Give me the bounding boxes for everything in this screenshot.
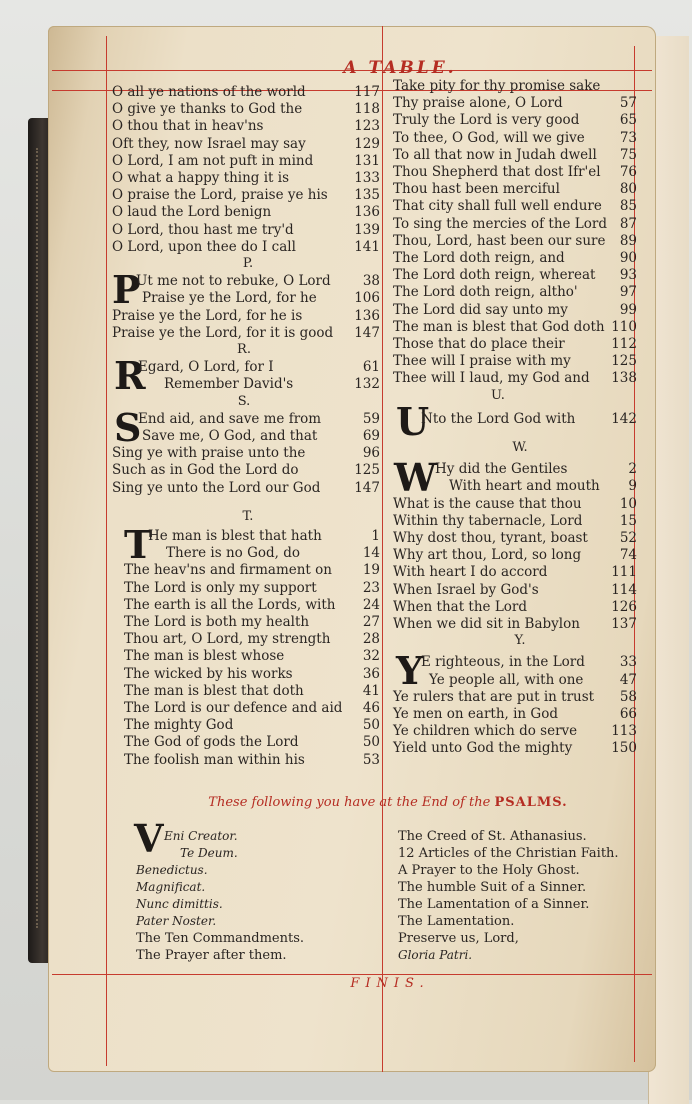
entry-text: Yield unto God the mighty xyxy=(393,740,573,757)
index-entry xyxy=(112,445,380,462)
index-entry xyxy=(124,752,380,769)
psalm-number: 23 xyxy=(362,579,380,596)
index-entry xyxy=(112,84,380,101)
psalm-number: 110 xyxy=(611,318,637,335)
entry-text: O Lord, upon thee do I call xyxy=(112,238,296,255)
section-letter: U. xyxy=(491,387,505,403)
appendix-item: The Lamentation of a Sinner. xyxy=(398,897,590,912)
psalm-number: 138 xyxy=(611,370,637,387)
psalm-number: 99 xyxy=(619,301,637,318)
psalm-number: 118 xyxy=(354,101,380,118)
index-entry xyxy=(393,616,637,633)
psalm-number: 24 xyxy=(362,596,380,613)
section-letter: Y. xyxy=(514,633,526,649)
index-entry xyxy=(393,654,637,671)
entry-text: Sing ye unto the Lord our God xyxy=(112,479,321,496)
index-entry xyxy=(112,170,380,187)
entry-text: The Lord did say unto my xyxy=(393,301,568,318)
psalm-number: 141 xyxy=(354,238,380,255)
appendix-item: Preserve us, Lord, xyxy=(398,931,519,946)
entry-text: To sing the mercies of the Lord xyxy=(393,215,607,232)
entry-text: E righteous, in the Lord xyxy=(421,654,585,671)
appendix-item: The Creed of St. Athanasius. xyxy=(398,829,587,844)
psalm-number: 132 xyxy=(354,376,380,393)
index-entry xyxy=(393,530,637,547)
entry-text: The mighty God xyxy=(124,717,234,734)
index-entry xyxy=(393,319,637,336)
entry-text: What is the cause that thou xyxy=(393,495,582,512)
index-entry xyxy=(112,462,380,479)
footer-note-psalms: PSALMS. xyxy=(494,795,568,810)
drop-capital: V xyxy=(134,816,164,861)
finis-mark: FINIS. xyxy=(350,976,430,991)
appendix-item: 12 Articles of the Christian Faith. xyxy=(398,846,619,861)
appendix-item: Pater Noster. xyxy=(136,914,217,928)
index-entry xyxy=(124,717,380,734)
entry-text: To all that now in Judah dwell xyxy=(393,146,597,163)
appendix-item: A Prayer to the Holy Ghost. xyxy=(398,863,580,878)
index-entry xyxy=(393,130,637,147)
entry-text: Praise ye the Lord, for he is xyxy=(112,307,303,324)
psalm-number: 133 xyxy=(354,170,380,186)
index-entry xyxy=(393,689,637,706)
index-entry xyxy=(393,564,637,581)
index-entry xyxy=(393,284,637,301)
entry-text: There is no God, do xyxy=(166,545,300,562)
entry-text: The Lord is both my health xyxy=(124,614,310,630)
psalm-number: 28 xyxy=(362,631,380,648)
index-entry xyxy=(393,164,637,181)
entry-text: O thou that in heav'ns xyxy=(112,118,264,135)
drop-capital: U xyxy=(396,398,430,444)
entry-text: Take pity for thy promise sake xyxy=(393,78,601,94)
entry-text: Why dost thou, tyrant, boast xyxy=(393,530,588,546)
psalm-number: 139 xyxy=(354,221,380,238)
index-entry xyxy=(393,198,637,215)
index-entry xyxy=(393,353,637,370)
entry-text: When Israel by God's xyxy=(393,581,539,598)
psalm-number: 53 xyxy=(362,751,380,768)
psalm-number: 1 xyxy=(371,528,380,544)
index-entry xyxy=(112,290,380,307)
entry-text: End aid, and save me from xyxy=(138,410,322,427)
psalm-number: 117 xyxy=(354,84,380,100)
index-entry xyxy=(124,631,380,648)
psalm-number: 32 xyxy=(362,648,380,665)
entry-text: O laud the Lord benign xyxy=(112,204,272,221)
psalm-number: 36 xyxy=(362,665,380,682)
index-entry xyxy=(112,204,380,221)
entry-text: Sing ye with praise unto the xyxy=(112,445,306,462)
entry-text: O Lord, thou hast me try'd xyxy=(112,221,294,238)
index-entry xyxy=(393,513,637,530)
entry-text: Thou hast been merciful xyxy=(393,181,560,198)
entry-text: Oft they, now Israel may say xyxy=(112,135,306,152)
entry-text: He man is blest that hath xyxy=(148,528,322,544)
section-letter: R. xyxy=(237,342,251,357)
psalm-number: 112 xyxy=(611,336,637,352)
entry-text: Ye rulers that are put in trust xyxy=(393,688,595,705)
entry-text: When that the Lord xyxy=(393,598,528,615)
entry-text: With heart I do accord xyxy=(393,564,548,581)
appendix-item: Benedictus. xyxy=(136,863,208,877)
psalm-number: 125 xyxy=(354,462,380,479)
index-entry xyxy=(393,672,637,689)
entry-text: To thee, O God, will we give xyxy=(393,129,585,146)
index-entry xyxy=(393,461,637,478)
entry-text: Praise ye the Lord, for he xyxy=(142,290,317,307)
appendix-item: Magnificat. xyxy=(136,880,206,894)
entry-text: The earth is all the Lords, with xyxy=(124,596,336,613)
index-entry xyxy=(393,740,637,757)
entry-text: The foolish man within his xyxy=(124,751,305,768)
psalm-number: 142 xyxy=(611,410,637,427)
index-entry xyxy=(112,101,380,118)
section-letter: T. xyxy=(242,508,254,524)
index-entry xyxy=(124,528,380,545)
index-entry xyxy=(112,136,380,153)
drop-capital: S xyxy=(114,404,142,450)
entry-text: Ye people all, with one xyxy=(429,671,584,688)
appendix-item: Te Deum. xyxy=(180,846,238,860)
index-entry xyxy=(112,222,380,239)
index-entry xyxy=(124,597,380,614)
entry-text: Thou, Lord, hast been our sure xyxy=(393,232,606,249)
index-entry xyxy=(112,428,380,445)
entry-text: The man is blest whose xyxy=(124,648,285,665)
psalm-number: 114 xyxy=(611,581,637,598)
psalm-number: 129 xyxy=(354,135,380,152)
index-entry xyxy=(124,614,380,631)
entry-text: When we did sit in Babylon xyxy=(393,616,580,632)
psalm-number: 93 xyxy=(619,267,637,284)
footer-note xyxy=(168,795,608,810)
drop-capital: T xyxy=(124,522,153,567)
psalm-number: 10 xyxy=(619,495,637,512)
psalm-number: 113 xyxy=(611,723,637,740)
psalm-number: 131 xyxy=(354,152,380,169)
drop-capital: Y xyxy=(396,648,424,694)
psalm-number: 123 xyxy=(354,118,380,135)
entry-text: Nto the Lord God with xyxy=(421,410,576,427)
index-entry xyxy=(112,376,380,393)
index-entry xyxy=(393,547,637,564)
index-entry xyxy=(112,118,380,135)
page-header: A TABLE. xyxy=(343,58,457,78)
left-margin-rule xyxy=(106,36,107,1066)
entry-text: The Lord is our defence and aid xyxy=(124,700,343,716)
index-entry xyxy=(393,478,637,495)
index-entry xyxy=(124,683,380,700)
index-entry xyxy=(124,666,380,683)
entry-text: Within thy tabernacle, Lord xyxy=(393,512,583,529)
drop-capital: P xyxy=(112,267,141,313)
index-entry xyxy=(393,112,637,129)
entry-text: The God of gods the Lord xyxy=(124,734,299,751)
index-entry xyxy=(124,648,380,665)
index-entry xyxy=(393,706,637,723)
index-entry xyxy=(393,336,637,353)
index-entry xyxy=(112,273,380,290)
psalm-number: 80 xyxy=(619,181,637,198)
index-entry xyxy=(393,411,637,428)
psalm-number: 106 xyxy=(354,290,380,307)
entry-text: O give ye thanks to God the xyxy=(112,101,303,118)
index-entry xyxy=(124,700,380,717)
psalm-number: 9 xyxy=(628,478,637,495)
appendix-item: The Ten Commandments. xyxy=(136,931,305,946)
entry-text: With heart and mouth xyxy=(449,478,600,495)
entry-text: The Lord doth reign, altho' xyxy=(393,284,578,301)
center-rule xyxy=(382,26,383,1072)
index-entry xyxy=(124,562,380,579)
entry-text: Hy did the Gentiles xyxy=(435,461,568,478)
entry-text: The heav'ns and firmament on xyxy=(124,562,332,579)
psalm-number: 41 xyxy=(362,682,380,699)
psalm-number: 136 xyxy=(354,307,380,324)
psalm-number: 66 xyxy=(619,706,637,722)
appendix-item: Gloria Patri. xyxy=(398,948,473,962)
psalm-number: 59 xyxy=(362,410,380,427)
section-letter: P. xyxy=(242,256,254,271)
psalm-number: 52 xyxy=(619,530,637,546)
psalm-number: 65 xyxy=(619,112,637,129)
index-entry xyxy=(393,370,637,387)
entry-text: Why art thou, Lord, so long xyxy=(393,547,582,564)
psalm-number: 76 xyxy=(619,164,637,180)
footer-note-text: These following you have at the End of the xyxy=(208,795,491,810)
entry-text: Ye children which do serve xyxy=(393,723,578,740)
entry-text: Thy praise alone, O Lord xyxy=(393,95,563,112)
appendix-item: The Lamentation. xyxy=(398,914,515,929)
index-entry xyxy=(112,411,380,428)
entry-text: Praise ye the Lord, for it is good xyxy=(112,324,334,341)
psalm-number: 135 xyxy=(354,187,380,204)
entry-text: Those that do place their xyxy=(393,336,565,352)
entry-text: Thee will I praise with my xyxy=(393,353,571,370)
index-entry xyxy=(112,153,380,170)
psalm-number: 50 xyxy=(362,717,380,734)
index-entry xyxy=(393,267,637,284)
index-entry xyxy=(112,480,380,497)
entry-text: The Lord doth reign, and xyxy=(393,250,565,266)
index-entry xyxy=(393,599,637,616)
psalm-number: 125 xyxy=(611,353,637,370)
psalm-number: 19 xyxy=(362,562,380,579)
psalm-number: 136 xyxy=(354,204,380,221)
psalm-number: 147 xyxy=(354,324,380,341)
entry-text: Ut me not to rebuke, O Lord xyxy=(136,273,331,290)
entry-text: Egard, O Lord, for I xyxy=(138,359,274,376)
index-entry xyxy=(112,359,380,376)
psalm-number: 61 xyxy=(362,359,380,376)
psalm-number: 147 xyxy=(354,479,380,496)
index-entry xyxy=(393,233,637,250)
index-entry xyxy=(393,147,637,164)
psalm-number: 14 xyxy=(362,545,380,562)
entry-text: O praise the Lord, praise ye his xyxy=(112,187,328,204)
entry-text: That city shall full well endure xyxy=(393,198,602,215)
index-entry xyxy=(112,187,380,204)
entry-text: Thee will I laud, my God and xyxy=(393,370,590,387)
index-entry xyxy=(124,580,380,597)
appendix-item: Eni Creator. xyxy=(164,829,238,843)
index-entry xyxy=(393,250,637,267)
psalm-number: 87 xyxy=(619,215,637,232)
psalm-number: 27 xyxy=(362,614,380,630)
entry-text: The wicked by his works xyxy=(124,665,293,682)
index-entry xyxy=(393,95,637,112)
index-entry xyxy=(124,545,380,562)
entry-text: Save me, O God, and that xyxy=(142,428,318,444)
psalm-number: 58 xyxy=(619,688,637,705)
psalm-number: 57 xyxy=(619,95,637,112)
psalm-number: 73 xyxy=(619,129,637,146)
psalm-number: 126 xyxy=(611,598,637,615)
index-entry xyxy=(393,582,637,599)
psalm-number: 2 xyxy=(628,461,637,478)
drop-capital: W xyxy=(394,455,437,501)
psalm-number: 137 xyxy=(611,616,637,632)
entry-text: Ye men on earth, in God xyxy=(393,706,558,722)
entry-text: O Lord, I am not puft in mind xyxy=(112,152,314,169)
psalm-number: 15 xyxy=(619,512,637,529)
index-entry xyxy=(393,723,637,740)
psalm-number: 47 xyxy=(619,671,637,688)
index-entry xyxy=(112,325,380,342)
psalm-number: 150 xyxy=(611,740,637,757)
psalm-number: 69 xyxy=(362,428,380,444)
bottom-rule xyxy=(52,974,652,975)
appendix-item: The humble Suit of a Sinner. xyxy=(398,880,587,895)
index-entry xyxy=(393,78,637,95)
psalm-number: 50 xyxy=(362,734,380,751)
psalm-number: 75 xyxy=(619,146,637,163)
drop-capital: R xyxy=(114,353,146,399)
psalm-number: 46 xyxy=(362,700,380,716)
psalm-number: 90 xyxy=(619,250,637,266)
section-letter: W. xyxy=(512,440,528,455)
entry-text: Such as in God the Lord do xyxy=(112,462,299,479)
section-letter: S. xyxy=(237,393,251,409)
entry-text: Remember David's xyxy=(164,376,294,393)
entry-text: The man is blest that God doth xyxy=(393,318,605,335)
psalm-number: 74 xyxy=(619,547,637,564)
index-entry xyxy=(112,308,380,325)
psalm-number: 38 xyxy=(362,273,380,290)
psalm-number: 85 xyxy=(619,198,637,215)
index-entry xyxy=(393,216,637,233)
psalm-number: 89 xyxy=(619,232,637,249)
psalm-number: 111 xyxy=(611,564,637,581)
entry-text: O what a happy thing it is xyxy=(112,170,290,186)
psalm-number: 97 xyxy=(619,284,637,301)
index-entry xyxy=(393,496,637,513)
index-entry xyxy=(124,734,380,751)
index-entry xyxy=(393,181,637,198)
entry-text: O all ye nations of the world xyxy=(112,84,306,100)
entry-text: Thou Shepherd that dost Ifr'el xyxy=(393,164,601,180)
entry-text: The Lord is only my support xyxy=(124,579,317,596)
appendix-item: The Prayer after them. xyxy=(136,948,287,963)
entry-text: Thou art, O Lord, my strength xyxy=(124,631,331,648)
entry-text: Truly the Lord is very good xyxy=(393,112,580,129)
index-entry xyxy=(112,239,380,256)
psalm-number: 33 xyxy=(619,654,637,671)
psalm-number: 96 xyxy=(362,445,380,462)
appendix-item: Nunc dimittis. xyxy=(136,897,223,911)
entry-text: The Lord doth reign, whereat xyxy=(393,267,596,284)
entry-text: The man is blest that doth xyxy=(124,682,304,699)
index-entry xyxy=(393,302,637,319)
